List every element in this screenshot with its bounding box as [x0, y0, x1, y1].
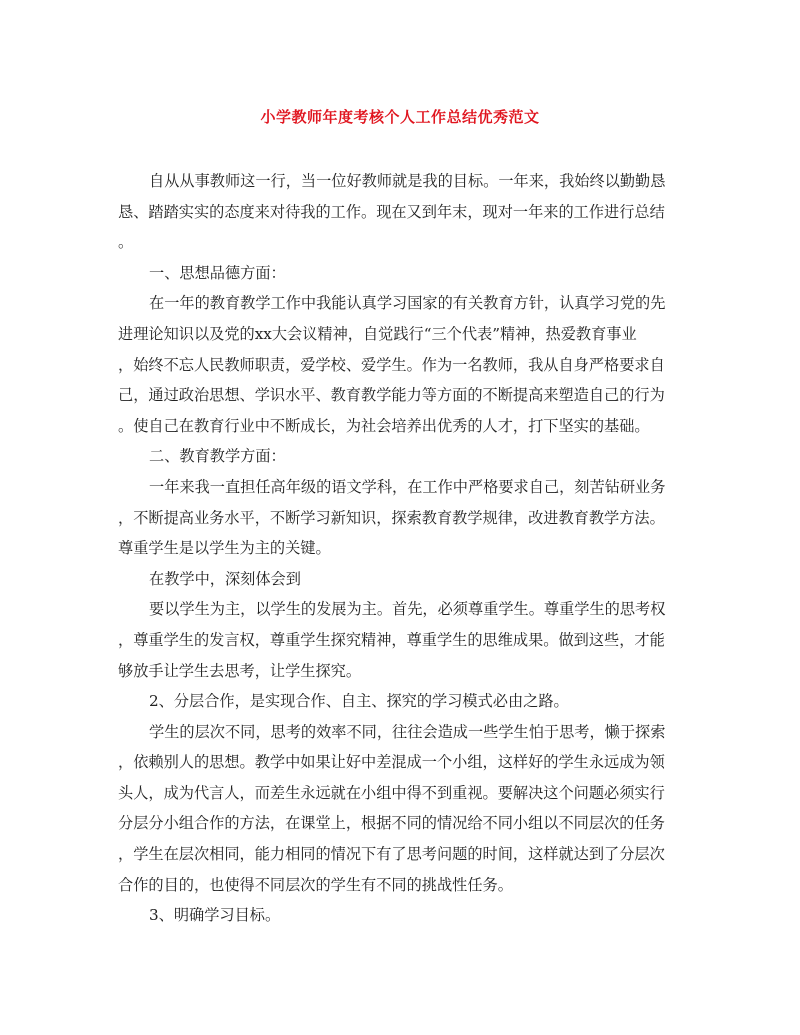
text-line: 学生的层次不同，思考的效率不同，往往会造成一些学生怕于思考，懒于探索 — [149, 722, 666, 741]
text-line: 够放手让学生去思考，让学生探究。 — [118, 661, 361, 680]
text-line: 2、分层合作，是实现合作、自主、探究的学习模式必由之路。 — [149, 692, 569, 711]
document-body — [118, 166, 686, 931]
text-line: 。 — [118, 233, 134, 252]
text-line: ，始终不忘人民教师职责，爱学校、爱学生。作为一名教师，我从自身严格要求自 — [118, 355, 665, 374]
text-line: ，依赖别人的思想。教学中如果让好中差混成一个小组，这样好的学生永远成为领 — [118, 753, 665, 772]
text-line: 进理论知识以及党的xx大会议精神，自觉践行“三个代表”精神，热爱教育事业 — [118, 324, 637, 343]
text-line: 二、教育教学方面： — [149, 447, 286, 466]
document-title: 小学教师年度考核个人工作总结优秀范文 — [260, 108, 540, 126]
text-line: 。使自己在教育行业中不断成长，为社会培养出优秀的人才，打下坚实的基础。 — [118, 416, 650, 435]
text-line: 分层分小组合作的方法，在课堂上，根据不同的情况给不同小组以不同层次的任务 — [118, 814, 665, 833]
text-line: 己，通过政治思想、学识水平、教育教学能力等方面的不断提高来塑造自己的行为 — [118, 386, 665, 405]
text-line: 恳、踏踏实实的态度来对待我的工作。现在又到年末，现对一年来的工作进行总结 — [118, 202, 665, 221]
text-line: ，尊重学生的发言权，尊重学生探究精神，尊重学生的思维成果。做到这些，才能 — [118, 630, 665, 649]
text-line: 一、思想品德方面： — [149, 263, 286, 282]
text-line: ，不断提高业务水平，不断学习新知识，探索教育教学规律，改进教育教学方法。 — [118, 508, 665, 527]
text-line: 3、明确学习目标。 — [149, 906, 281, 925]
text-line: 在一年的教育教学工作中我能认真学习国家的有关教育方针，认真学习党的先 — [149, 294, 666, 313]
text-line: ，学生在层次相同，能力相同的情况下有了思考问题的时间，这样就达到了分层次 — [118, 845, 665, 864]
text-line: 尊重学生是以学生为主的关键。 — [118, 539, 331, 558]
text-line: 要以学生为主，以学生的发展为主。首先，必须尊重学生。尊重学生的思考权 — [149, 600, 666, 619]
text-line: 自从从事教师这一行，当一位好教师就是我的目标。一年来，我始终以勤勤恳 — [149, 172, 666, 190]
text-line: 合作的目的，也使得不同层次的学生有不同的挑战性任务。 — [118, 875, 513, 894]
text-line: 头人，成为代言人，而差生永远就在小组中得不到重视。要解决这个问题必须实行 — [118, 783, 665, 802]
text-line: 在教学中，深刻体会到 — [149, 569, 301, 588]
text-line: 一年来我一直担任高年级的语文学科，在工作中严格要求自己，刻苦钻研业务 — [149, 477, 666, 496]
